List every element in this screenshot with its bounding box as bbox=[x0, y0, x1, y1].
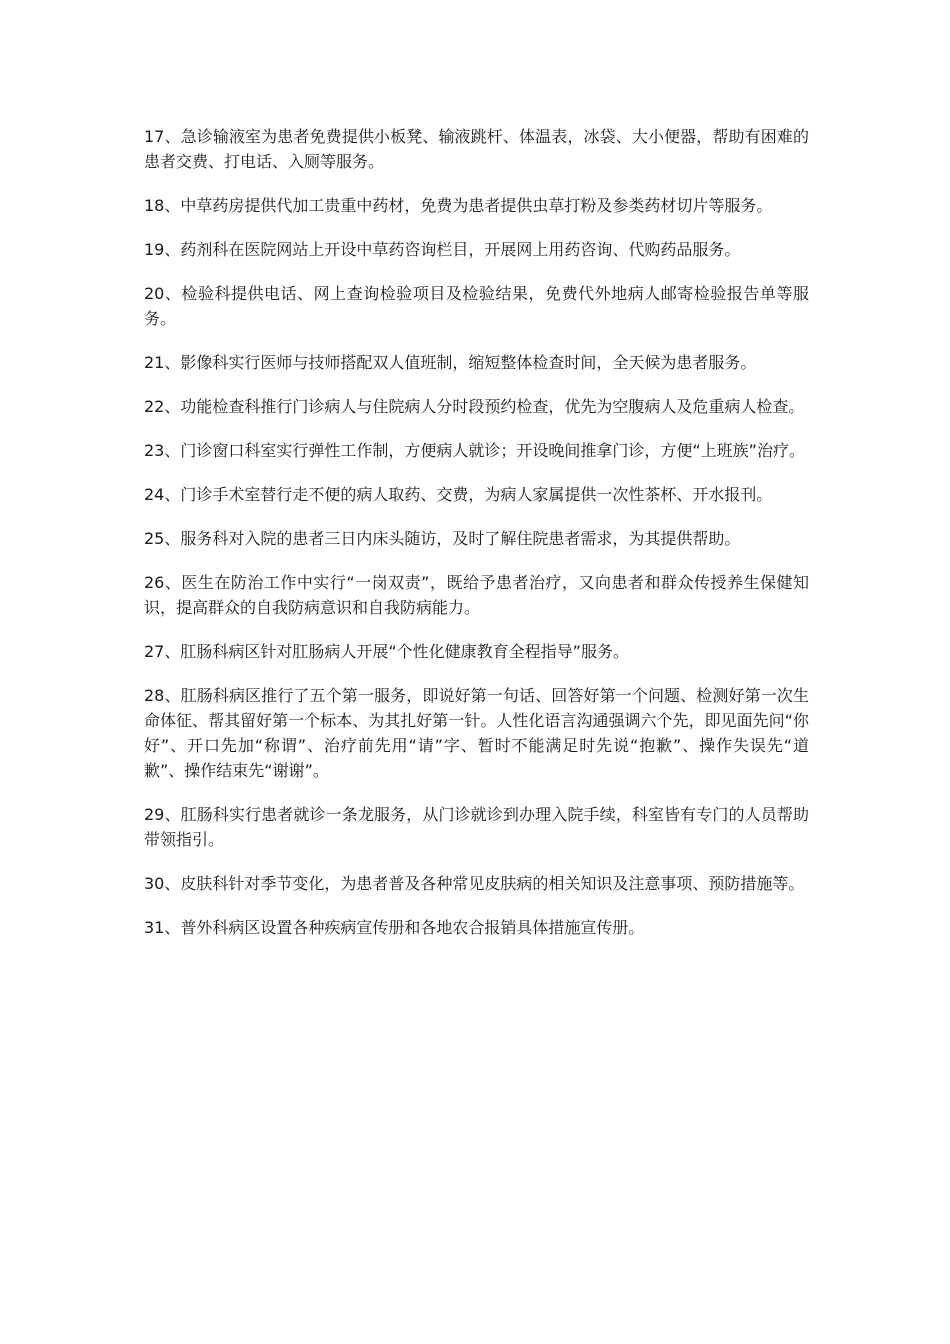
paragraph-30: 30、皮肤科针对季节变化，为患者普及各种常见皮肤病的相关知识及注意事项、预防措施等。 bbox=[144, 874, 805, 893]
paragraph-31: 31、普外科病区设置各种疾病宣传册和各地农合报销具体措施宣传册。 bbox=[144, 918, 645, 937]
paragraph-27: 27、肛肠科病区针对肛肠病人开展“个性化健康教育全程指导”服务。 bbox=[144, 642, 629, 661]
paragraph-28: 28、肛肠科病区推行了五个第一服务，即说好第一句话、回答好第一个问题、检测好第一次生命体征、帮其留好第一个标本、为其扎好第一针。人性化语言沟通强调六个先，即见面先问“你好”、开口先加“称谓”、治疗前先用“请”字、暂时不能满足时先说“抱歉”、操作失误先“道歉”、操作结束先“谢谢”。 bbox=[144, 686, 809, 780]
paragraph-23: 23、门诊窗口科室实行弹性工作制，方便病人就诊；开设晚间推拿门诊，方便“上班族”治疗。 bbox=[144, 441, 805, 460]
paragraph-24: 24、门诊手术室替行走不便的病人取药、交费，为病人家属提供一次性茶杯、开水报刊。 bbox=[144, 485, 773, 504]
paragraph-19: 19、药剂科在医院网站上开设中草药咨询栏目，开展网上用药咨询、代购药品服务。 bbox=[144, 240, 741, 259]
paragraph-25: 25、服务科对入院的患者三日内床头随访，及时了解住院患者需求，为其提供帮助。 bbox=[144, 529, 741, 548]
paragraph-21: 21、影像科实行医师与技师搭配双人值班制，缩短整体检查时间，全天候为患者服务。 bbox=[144, 353, 757, 372]
paragraph-26: 26、医生在防治工作中实行“一岗双责”，既给予患者治疗，又向患者和群众传授养生保健知识，提高群众的自我防病意识和自我防病能力。 bbox=[144, 573, 809, 617]
paragraph-20: 20、检验科提供电话、网上查询检验项目及检验结果，免费代外地病人邮寄检验报告单等服务。 bbox=[144, 284, 809, 328]
document-body bbox=[144, 124, 809, 959]
paragraph-18: 18、中草药房提供代加工贵重中药材，免费为患者提供虫草打粉及参类药材切片等服务。 bbox=[144, 196, 773, 215]
paragraph-29: 29、肛肠科实行患者就诊一条龙服务，从门诊就诊到办理入院手续，科室皆有专门的人员帮助带领指引。 bbox=[144, 805, 809, 849]
paragraph-22: 22、功能检查科推行门诊病人与住院病人分时段预约检查，优先为空腹病人及危重病人检查。 bbox=[144, 397, 805, 416]
paragraph-17: 17、急诊输液室为患者免费提供小板凳、输液跳杆、体温表，冰袋、大小便器，帮助有困难的患者交费、打电话、入厕等服务。 bbox=[144, 127, 809, 171]
